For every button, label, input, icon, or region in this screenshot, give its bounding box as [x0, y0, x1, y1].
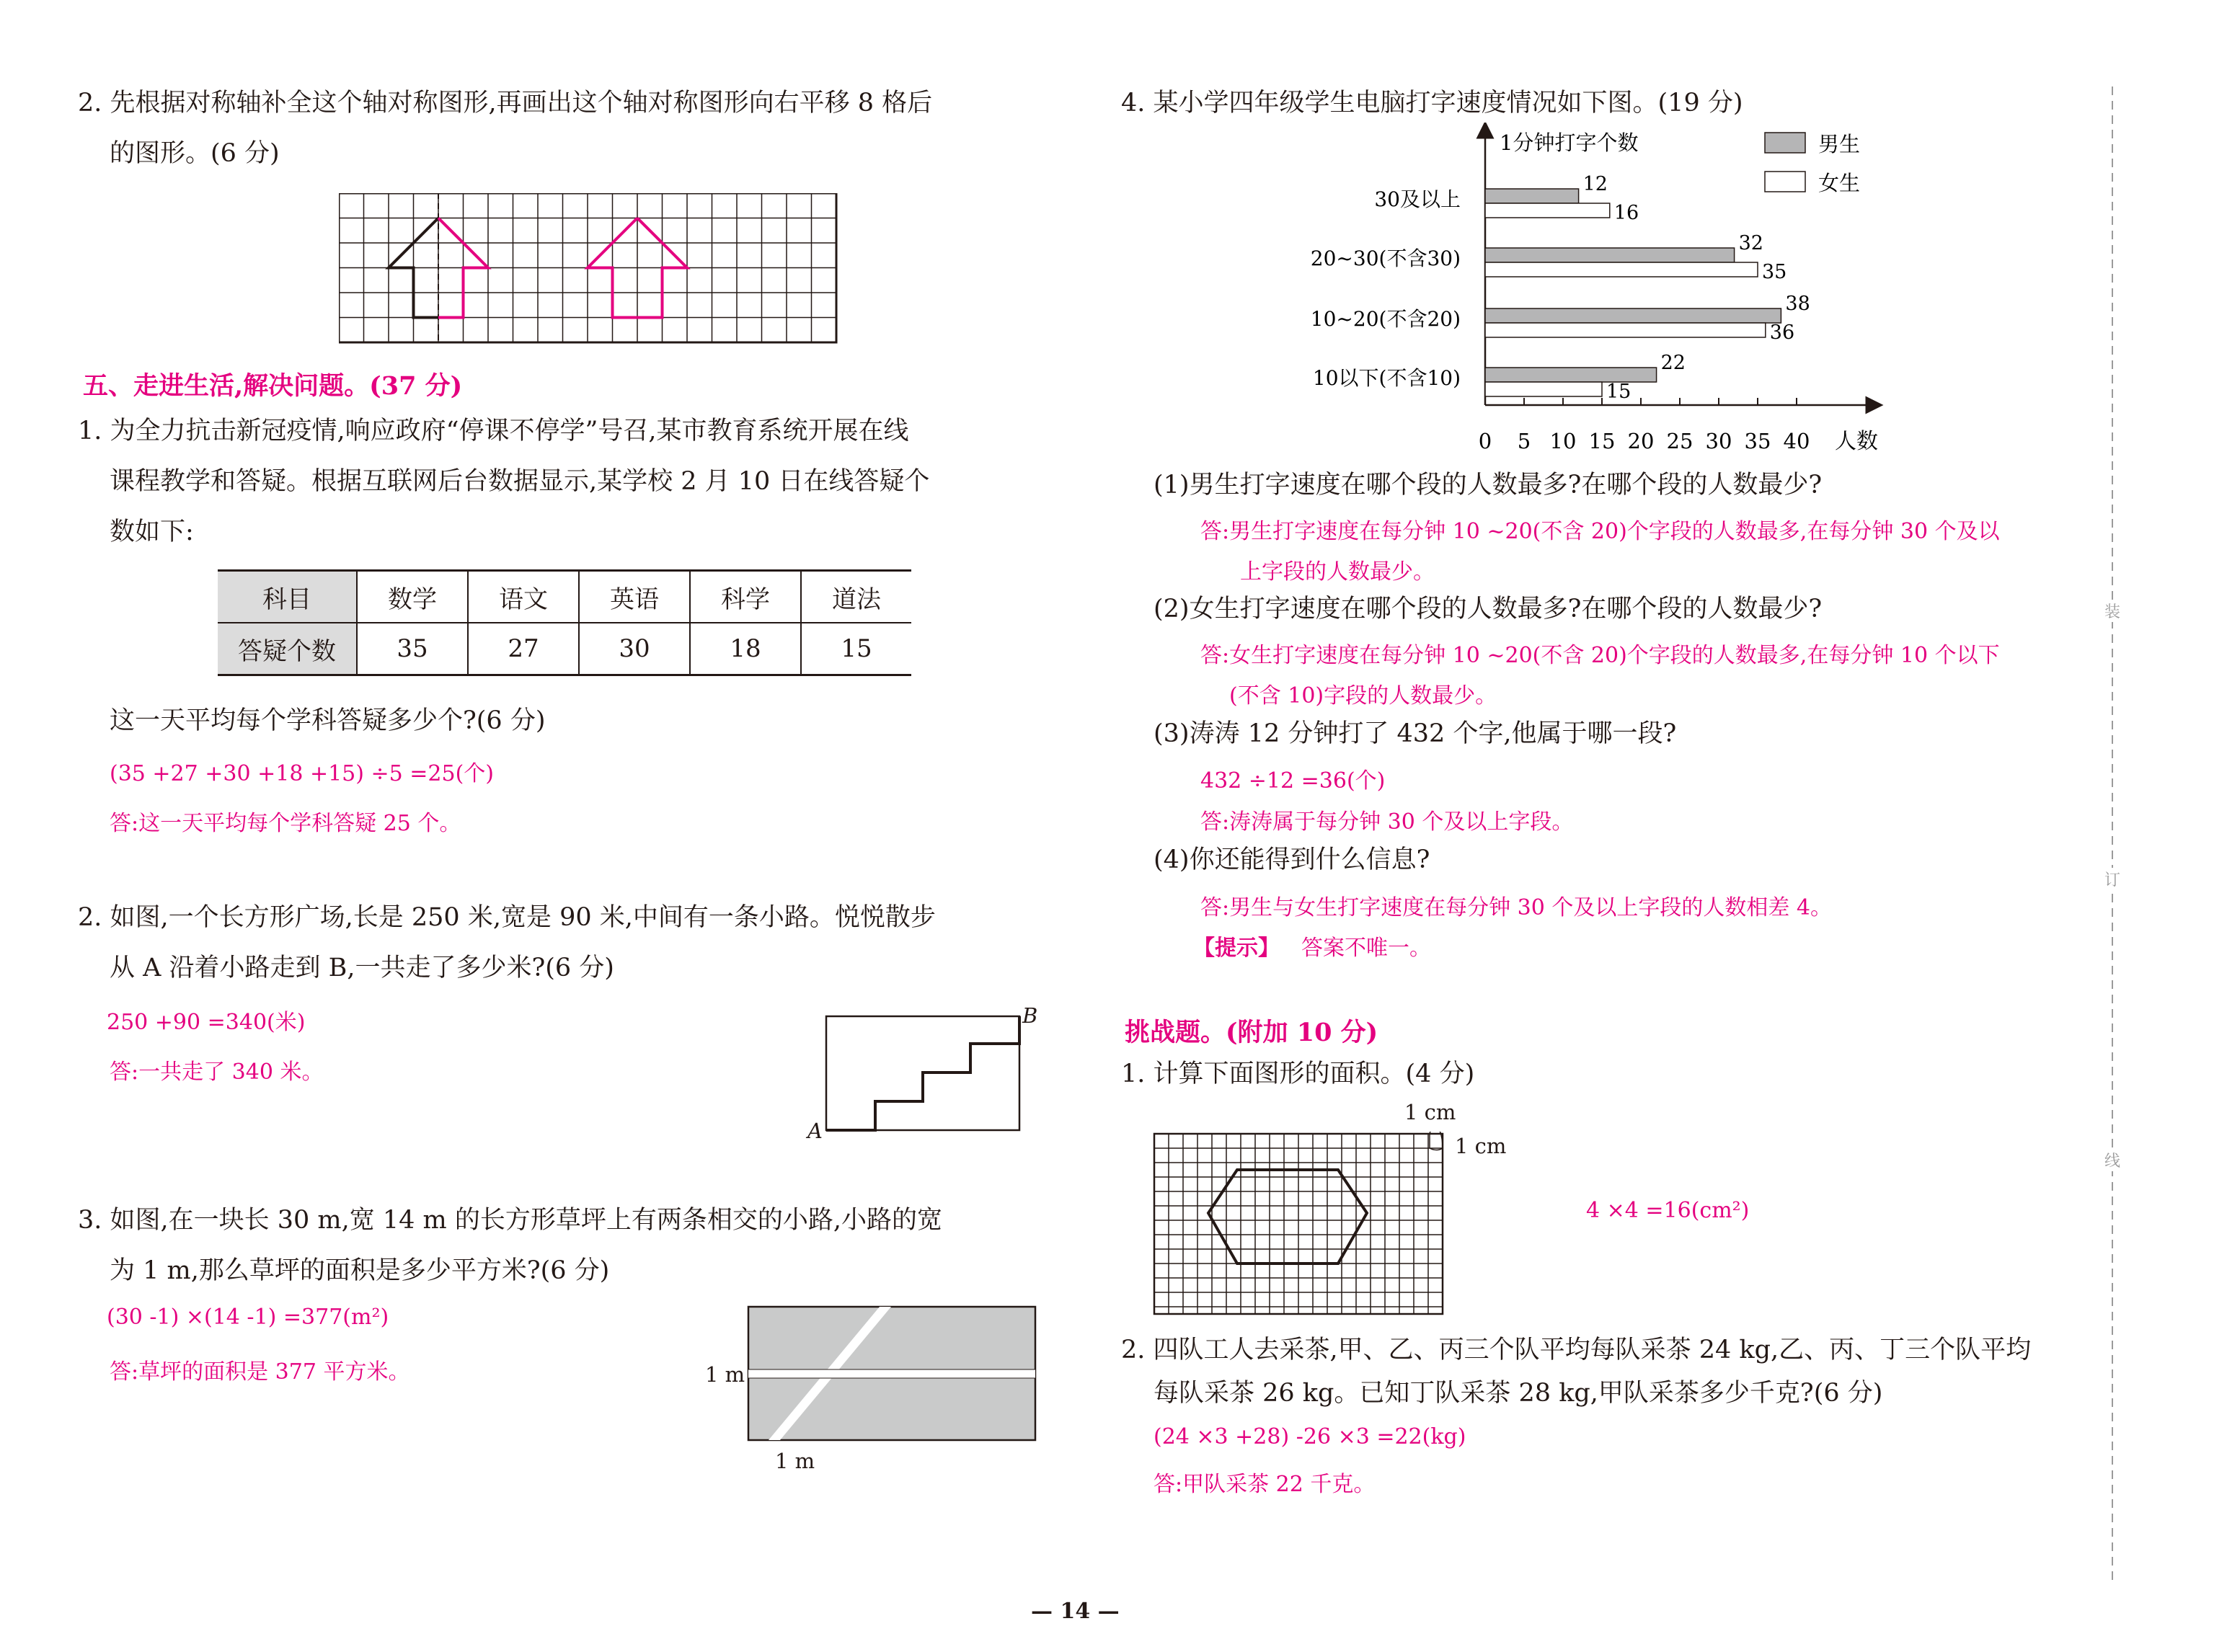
typing-speed-bar-chart — [1298, 123, 1903, 468]
p2-answer-calc: 250 +90 =340(米) — [107, 1010, 306, 1035]
bar — [1485, 203, 1610, 218]
table-cell: 道法 — [801, 571, 911, 623]
bar — [1485, 189, 1579, 203]
path-width-left-label: 1 m — [705, 1362, 745, 1387]
table-cell: 科学 — [690, 571, 801, 623]
p4-title: 4. 某小学四年级学生电脑打字速度情况如下图。(19 分) — [1121, 89, 1743, 117]
p1-line2: 课程教学和答疑。根据互联网后台数据显示,某学校 2 月 10 日在线答疑个 — [110, 467, 930, 496]
x-tick-label: 40 — [1783, 429, 1810, 453]
x-tick-label: 0 — [1478, 429, 1492, 453]
p4-hint-label: 【提示】 — [1193, 936, 1280, 961]
bar — [1485, 262, 1758, 277]
legend-label-female: 女生 — [1818, 171, 1861, 195]
p1-answer-calc: (35 +27 +30 +18 +15) ÷5 =25(个) — [110, 761, 494, 786]
unit-label-right: 1 cm — [1455, 1134, 1507, 1158]
category-label: 10以下(不含10) — [1312, 366, 1461, 390]
p3-answer-calc: (30 -1) ×(14 -1) =377(m²) — [107, 1305, 389, 1330]
x-tick-label: 15 — [1588, 429, 1616, 453]
category-label: 30及以上 — [1374, 187, 1461, 211]
table-cell: 15 — [801, 623, 911, 675]
bar-value-label: 12 — [1582, 173, 1608, 195]
p4-sub4-answer: 答:男生与女生打字速度在每分钟 30 个及以上字段的人数相差 4。 — [1200, 895, 1832, 920]
table-cell: 数学 — [357, 571, 468, 623]
bar — [1485, 248, 1735, 262]
table-cell: 答疑个数 — [218, 623, 357, 675]
chart-y-axis-title: 1分钟打字个数 — [1500, 130, 1639, 155]
x-tick-label: 25 — [1666, 429, 1694, 453]
q2-line2: 的图形。(6 分) — [110, 139, 280, 168]
binding-mark-xian: 线 — [2104, 1149, 2120, 1171]
challenge-q1-answer: 4 ×4 =16(cm²) — [1586, 1198, 1750, 1223]
p4-sub2-answer-line1: 答:女生打字速度在每分钟 10 ~20(不含 20)个字段的人数最多,在每分钟 10 个以下 — [1200, 643, 2000, 668]
challenge-q1: 1. 计算下面图形的面积。(4 分) — [1121, 1060, 1475, 1088]
legend-label-male: 男生 — [1818, 132, 1861, 156]
staircase-path-figure — [800, 1002, 1045, 1146]
p4-sub1-answer-line1: 答:男生打字速度在每分钟 10 ~20(不含 20)个字段的人数最多,在每分钟 30 个及以 — [1200, 519, 2000, 544]
p4-sub3-answer-text: 答:涛涛属于每分钟 30 个及以上字段。 — [1200, 809, 1574, 835]
path-width-bottom-label: 1 m — [775, 1449, 815, 1473]
binding-mark-ding: 订 — [2104, 868, 2120, 890]
p4-sub2-question: (2)女生打字速度在哪个段的人数最多?在哪个段的人数最少? — [1154, 595, 1823, 623]
bar — [1485, 368, 1657, 382]
category-label: 20~30(不含30) — [1310, 247, 1461, 270]
table-header-row — [218, 571, 911, 623]
bar-value-label: 15 — [1606, 381, 1631, 403]
p4-sub4-question: (4)你还能得到什么信息? — [1154, 845, 1430, 874]
p2-line1: 2. 如图,一个长方形广场,长是 250 米,宽是 90 米,中间有一条小路。悦悦散步 — [78, 903, 936, 932]
x-tick-label: 5 — [1517, 429, 1531, 453]
p1-answer-text: 答:这一天平均每个学科答疑 25 个。 — [110, 811, 461, 836]
table-cell: 35 — [357, 623, 468, 675]
p3-line2: 为 1 m,那么草坪的面积是多少平方米?(6 分) — [110, 1256, 610, 1285]
p2-answer-text: 答:一共走了 340 米。 — [110, 1060, 324, 1085]
bar-value-label: 22 — [1660, 352, 1686, 374]
table-cell: 18 — [690, 623, 801, 675]
q2-line1: 2. 先根据对称轴补全这个轴对称图形,再画出这个轴对称图形向右平移 8 格后 — [78, 89, 933, 117]
legend-swatch-male — [1765, 133, 1805, 153]
bar — [1485, 323, 1766, 337]
x-tick-label: 10 — [1549, 429, 1577, 453]
p4-hint-text: 答案不唯一。 — [1301, 936, 1431, 961]
category-label: 10~20(不含20) — [1310, 307, 1461, 331]
p3-line1: 3. 如图,在一块长 30 m,宽 14 m 的长方形草坪上有两条相交的小路,小路的宽 — [78, 1206, 942, 1235]
bar-value-label: 36 — [1769, 321, 1795, 344]
table-cell: 30 — [579, 623, 690, 675]
challenge-q2-line2: 每队采茶 26 kg。已知丁队采茶 28 kg,甲队采茶多少千克?(6 分) — [1154, 1379, 1883, 1408]
challenge-q2-answer-text: 答:甲队采茶 22 千克。 — [1154, 1472, 1376, 1497]
point-a-label: A — [807, 1119, 823, 1143]
table-cell: 科目 — [218, 571, 357, 623]
p4-sub3-answer-calc: 432 ÷12 =36(个) — [1200, 768, 1386, 794]
table-cell: 27 — [468, 623, 579, 675]
p2-line2: 从 A 沿着小路走到 B,一共走了多少米?(6 分) — [110, 954, 614, 982]
p1-line3: 数如下: — [110, 518, 194, 546]
challenge-q2-answer-calc: (24 ×3 +28) -26 ×3 =22(kg) — [1154, 1424, 1466, 1449]
p4-sub3-question: (3)涛涛 12 分钟打了 432 个字,他属于哪一段? — [1154, 719, 1677, 748]
point-b-label: B — [1022, 1003, 1038, 1028]
answer-count-table — [218, 569, 911, 676]
bar-value-label: 16 — [1613, 202, 1639, 224]
table-row — [218, 623, 911, 675]
unit-label-top: 1 cm — [1404, 1100, 1456, 1124]
x-tick-label: 30 — [1705, 429, 1732, 453]
p4-sub1-answer-line2: 上字段的人数最少。 — [1240, 559, 1435, 585]
bar-value-label: 38 — [1785, 293, 1810, 315]
challenge-heading: 挑战题。(附加 10 分) — [1125, 1018, 1378, 1047]
bar — [1485, 382, 1602, 396]
page-number: — 14 — — [1031, 1599, 1120, 1624]
section-5-heading: 五、走进生活,解决问题。(37 分) — [83, 371, 463, 401]
lawn-figure — [743, 1303, 1038, 1447]
p1-line1: 1. 为全力抗击新冠疫情,响应政府“停课不停学”号召,某市教育系统开展在线 — [78, 417, 909, 445]
binding-mark-zhuang: 装 — [2104, 600, 2120, 622]
challenge-q2-line1: 2. 四队工人去采茶,甲、乙、丙三个队平均每队采茶 24 kg,乙、丙、丁三个队平均 — [1121, 1336, 2032, 1364]
symmetry-grid-figure — [339, 193, 844, 345]
bar — [1485, 308, 1781, 323]
x-tick-label: 35 — [1744, 429, 1771, 453]
bar-value-label: 35 — [1762, 261, 1787, 283]
p4-sub1-question: (1)男生打字速度在哪个段的人数最多?在哪个段的人数最少? — [1154, 471, 1823, 499]
table-cell: 语文 — [468, 571, 579, 623]
p1-question: 这一天平均每个学科答疑多少个?(6 分) — [110, 706, 546, 735]
x-tick-label: 20 — [1627, 429, 1655, 453]
hexagon-grid-figure — [1152, 1132, 1455, 1319]
p3-answer-text: 答:草坪的面积是 377 平方米。 — [110, 1359, 410, 1385]
bar-value-label: 32 — [1738, 232, 1763, 254]
p4-sub2-answer-line2: (不含 10)字段的人数最少。 — [1229, 683, 1497, 709]
binding-dashed-line — [2098, 86, 2127, 1586]
chart-x-axis-title: 人数 — [1835, 429, 1878, 454]
table-cell: 英语 — [579, 571, 690, 623]
legend-swatch-female — [1765, 172, 1805, 192]
